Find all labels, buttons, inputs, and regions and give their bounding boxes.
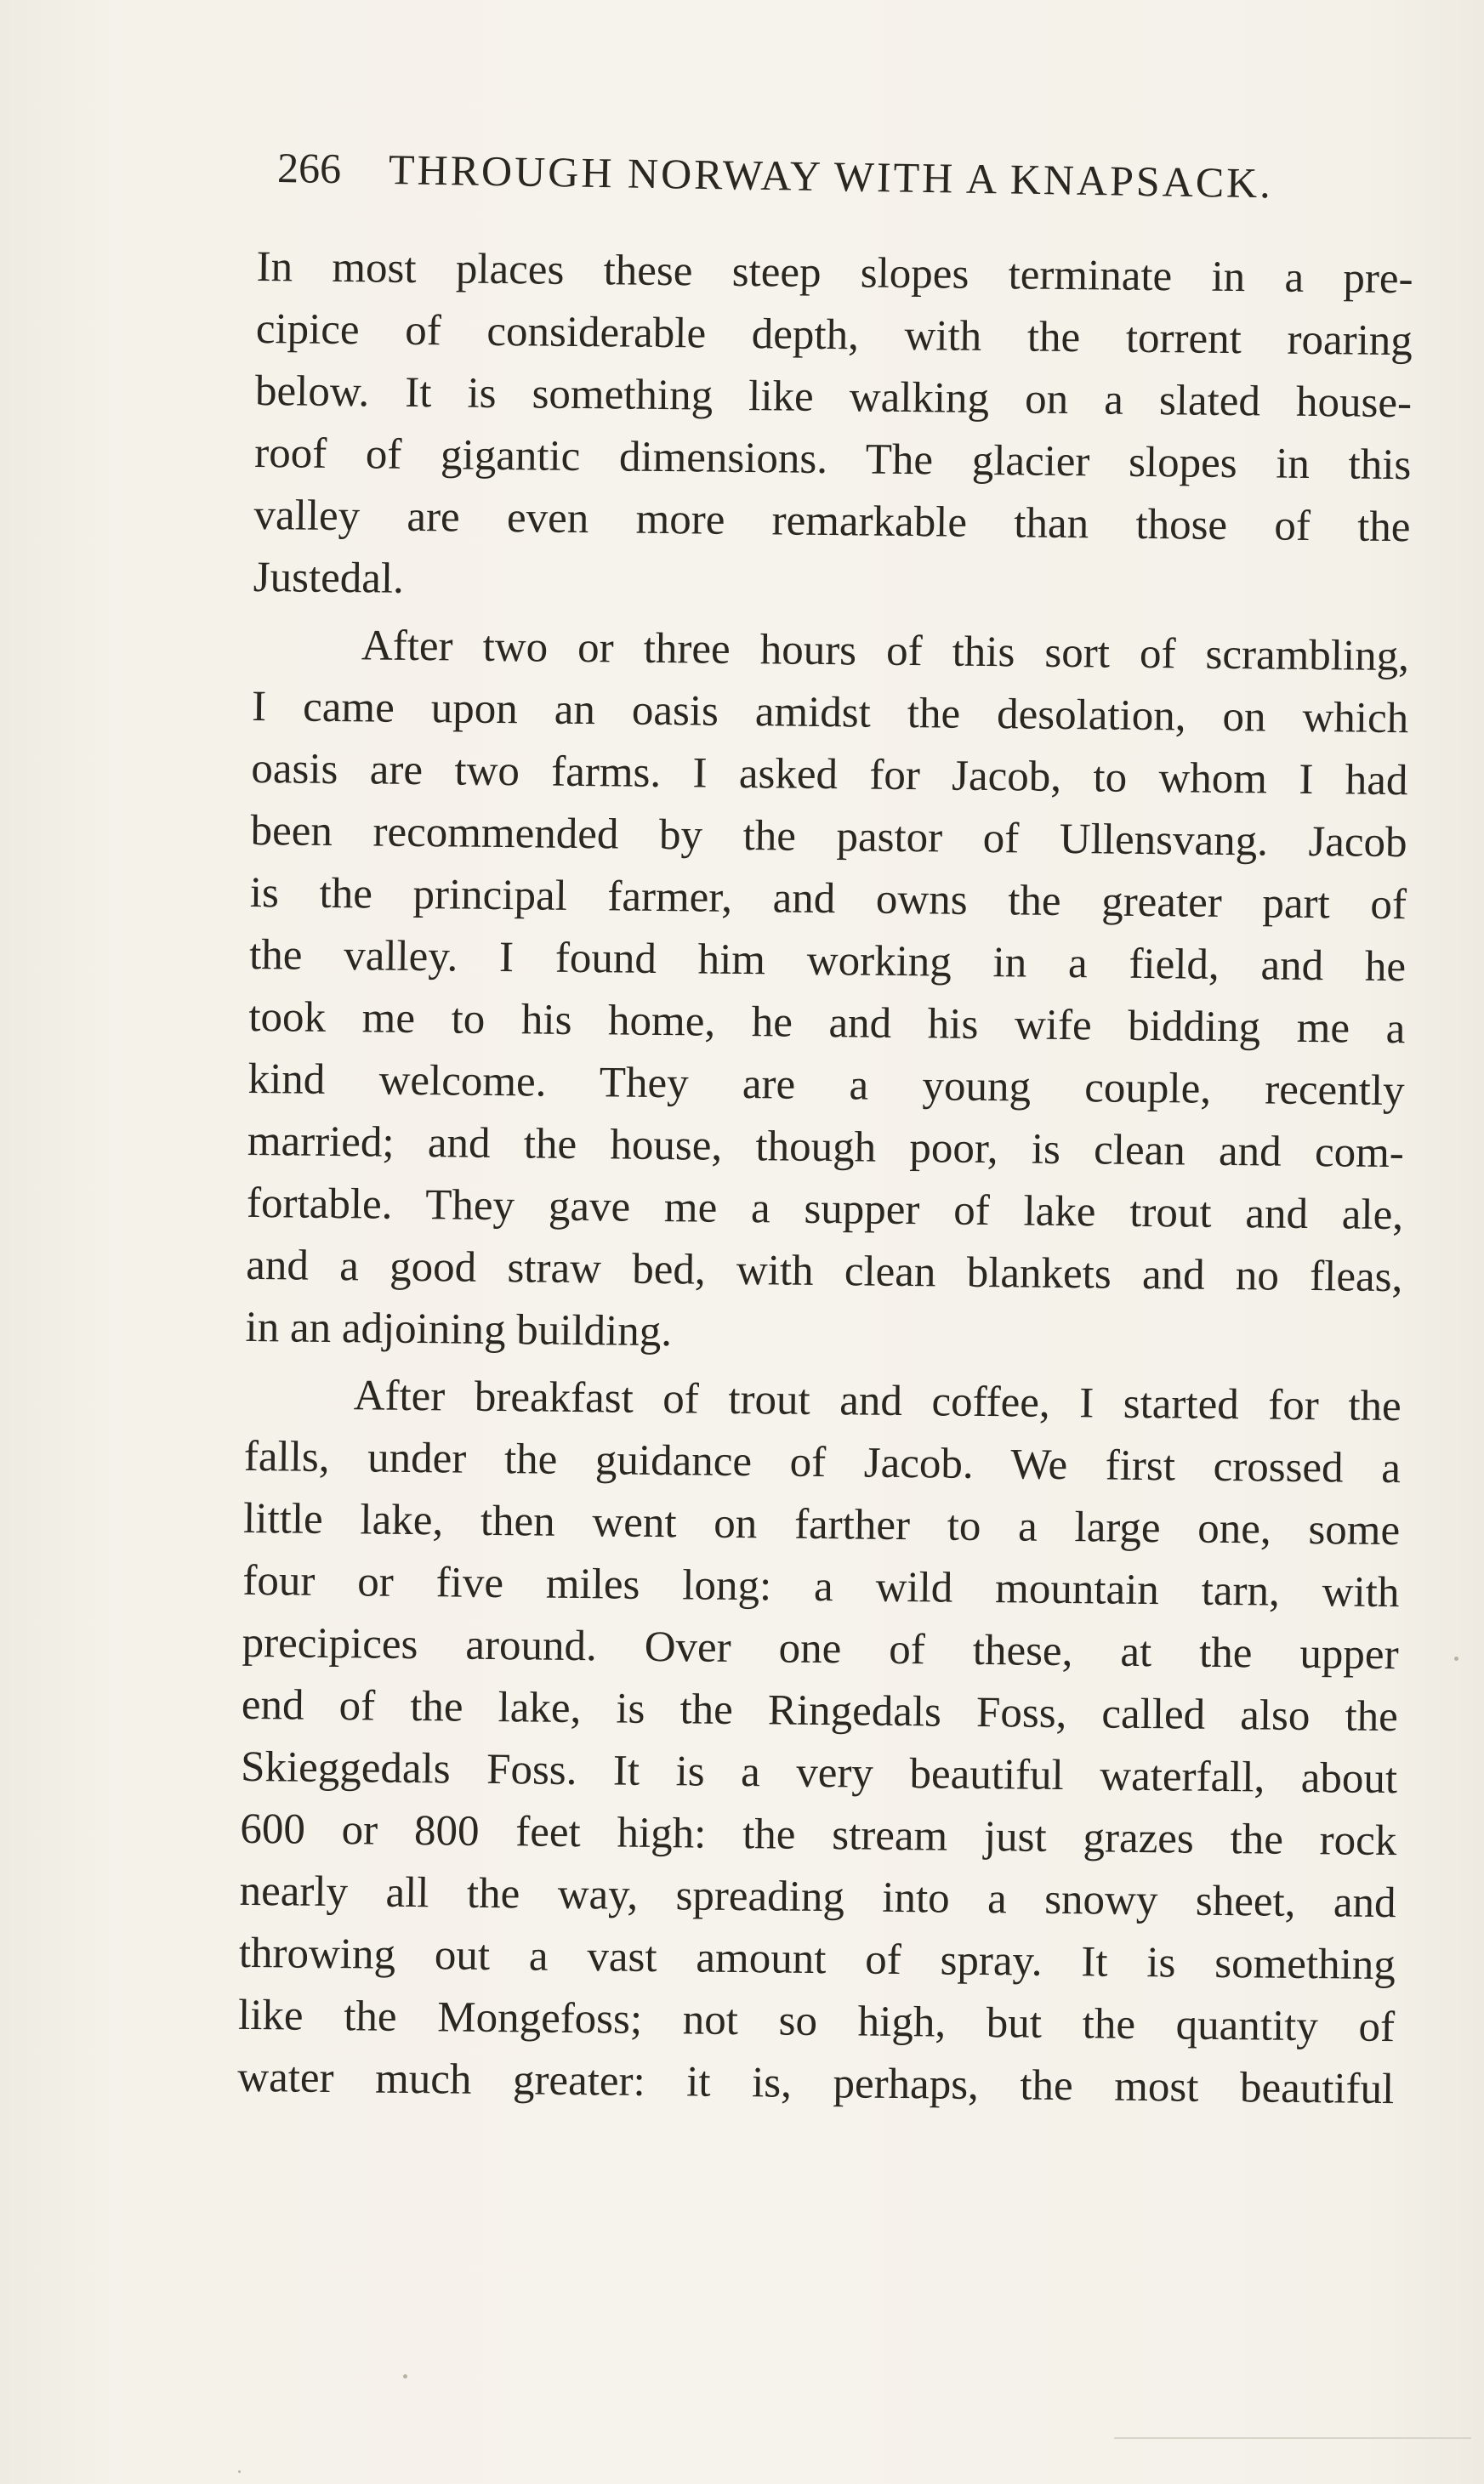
paper-speck <box>1454 1657 1458 1661</box>
text-line: oasis are two farms. I asked for Jacob, to whom I had <box>251 744 1408 805</box>
text-line: In most places these steep slopes terminate in a pre- <box>256 242 1413 304</box>
text-line: kind welcome. They are a young couple, recently <box>247 1054 1405 1116</box>
text-line: precipices around. Over one of these, at the upper <box>242 1618 1399 1680</box>
text-line: married; and the house, though poor, is clean and com- <box>247 1117 1405 1178</box>
page-number: 266 <box>276 144 342 193</box>
text-line: After breakfast of trout and coffee, I started for the <box>353 1372 1402 1431</box>
text-line: throwing out a vast amount of spray. It is something <box>238 1929 1396 1990</box>
text-line: After two or three hours of this sort of scrambling, <box>361 622 1410 681</box>
paper-speck <box>238 2470 241 2473</box>
running-head <box>276 143 1374 219</box>
text-line: four or five miles long: a wild mountain tarn, with <box>242 1556 1400 1617</box>
running-title: THROUGH NORWAY WITH A KNAPSACK. <box>388 145 1274 207</box>
text-line: cipice of considerable depth, with the torrent roaring <box>255 304 1413 366</box>
paragraph-2 <box>245 614 1409 1371</box>
text-line: fortable. They gave me a supper of lake trout and ale, <box>246 1179 1404 1240</box>
text-line: 600 or 800 feet high: the stream just grazes the rock <box>240 1805 1397 1866</box>
text-line: valley are even more remarkable than those of the <box>253 491 1411 552</box>
text-line: Skieggedals Foss. It is a very beautiful waterfall, about <box>240 1742 1398 1804</box>
text-line: in an adjoining building. <box>245 1303 673 1356</box>
text-line: falls, under the guidance of Jacob. We first crossed a <box>243 1432 1402 1493</box>
text-line: took me to his home, he and his wife bidding me a <box>248 992 1406 1054</box>
page-edge-mark <box>1114 2437 1471 2439</box>
paper-speck <box>403 2374 407 2379</box>
text-line: nearly all the way, spreading into a snowy sheet, and <box>239 1867 1396 1928</box>
text-line: is the principal farmer, and owns the greater part of <box>249 868 1407 929</box>
text-line: like the Mongefoss; not so high, but the quantity of <box>237 1991 1396 2052</box>
text-line: water much greater: it is, perhaps, the most beautiful <box>237 2053 1395 2114</box>
text-line: Justedal. <box>253 553 405 603</box>
text-line: I came upon an oasis amidst the desolation, on which <box>251 682 1409 743</box>
text-line: the valley. I found him working in a field, and he <box>248 930 1407 992</box>
text-line: been recommended by the pastor of Ullensvang. Jacob <box>250 806 1407 867</box>
body-text <box>236 236 1413 2179</box>
text-line: below. It is something like walking on a slated house- <box>254 367 1413 428</box>
paragraph-3 <box>237 1364 1402 2121</box>
text-line: little lake, then went on farther to a large one, some <box>242 1494 1401 1555</box>
text-line: roof of gigantic dimensions. The glacier slopes in this <box>254 429 1412 490</box>
paragraph-1 <box>253 236 1413 621</box>
text-line: and a good straw bed, with clean blankets and no fleas, <box>246 1241 1403 1302</box>
text-line: end of the lake, is the Ringedals Foss, called also the <box>241 1680 1399 1742</box>
